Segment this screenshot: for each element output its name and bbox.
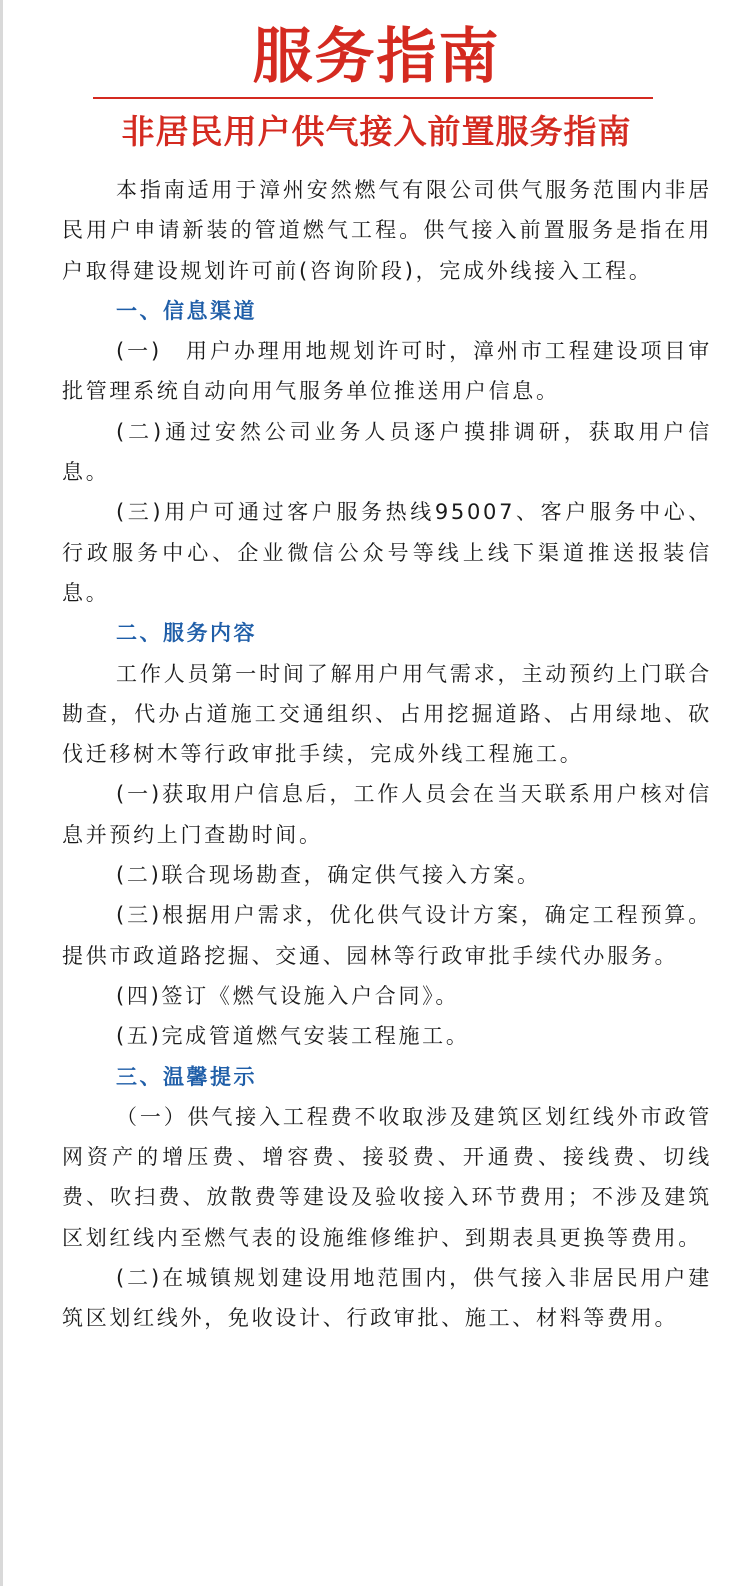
page-subtitle: 非居民用户供气接入前置服务指南 <box>121 112 632 151</box>
section-tips <box>62 1057 712 1339</box>
section-paragraph: (三)用户可通过客户服务热线95007、客户服务中心、行政服务中心、企业微信公众号等线上线下渠道推送报装信息。 <box>62 500 712 605</box>
page-edge <box>0 0 3 1586</box>
guide-body <box>62 170 712 1339</box>
section-service-content <box>62 613 712 1056</box>
section-paragraph: (三)根据用户需求，优化供气设计方案，确定工程预算。提供市政道路挖掘、交通、园林等行政审批手续代办服务。 <box>62 903 712 968</box>
section-paragraph: (二)在城镇规划建设用地范围内，供气接入非居民用户建筑区划红线外，免收设计、行政审批、施工、材料等费用。 <box>62 1266 712 1331</box>
intro-paragraph: 本指南适用于漳州安然燃气有限公司供气服务范围内非居民用户申请新装的管道燃气工程。供气接入前置服务是指在用户取得建设规划许可前(咨询阶段)，完成外线接入工程。 <box>62 178 712 283</box>
section-paragraph: (二)联合现场勘查，确定供气接入方案。 <box>116 863 541 888</box>
section-paragraph: （一）供气接入工程费不收取涉及建筑区划红线外市政管网资产的增压费、增容费、接驳费、开通费、接线费、切线费、吹扫费、放散费等建设及验收接入环节费用；不涉及建筑区划红线内至燃气表的设施维修维护、到期表具更换等费用。 <box>62 1104 712 1250</box>
section-paragraph: (二)通过安然公司业务人员逐户摸排调研，获取用户信息。 <box>62 419 712 485</box>
section-paragraph: 工作人员第一时间了解用户用气需求，主动预约上门联合勘查，代办占道施工交通组织、占用挖掘道路、占用绿地、砍伐迁移树木等行政审批手续，完成外线工程施工。 <box>62 661 712 767</box>
section-heading: 一、信息渠道 <box>116 298 257 323</box>
title-divider <box>93 97 653 99</box>
section-paragraph: (一) 用户办理用地规划许可时，漳州市工程建设项目审批管理系统自动向用气服务单位推送用户信息。 <box>62 339 712 404</box>
section-paragraph: (四)签订《燃气设施入户合同》。 <box>116 983 460 1008</box>
section-paragraph: (五)完成管道燃气安装工程施工。 <box>116 1024 470 1049</box>
section-heading: 二、服务内容 <box>116 621 257 646</box>
section-heading: 三、温馨提示 <box>116 1064 257 1089</box>
page-title: 服务指南 <box>252 22 501 92</box>
section-paragraph: (一)获取用户信息后，工作人员会在当天联系用户核对信息并预约上门查勘时间。 <box>62 782 712 847</box>
section-info-channels <box>62 291 712 613</box>
